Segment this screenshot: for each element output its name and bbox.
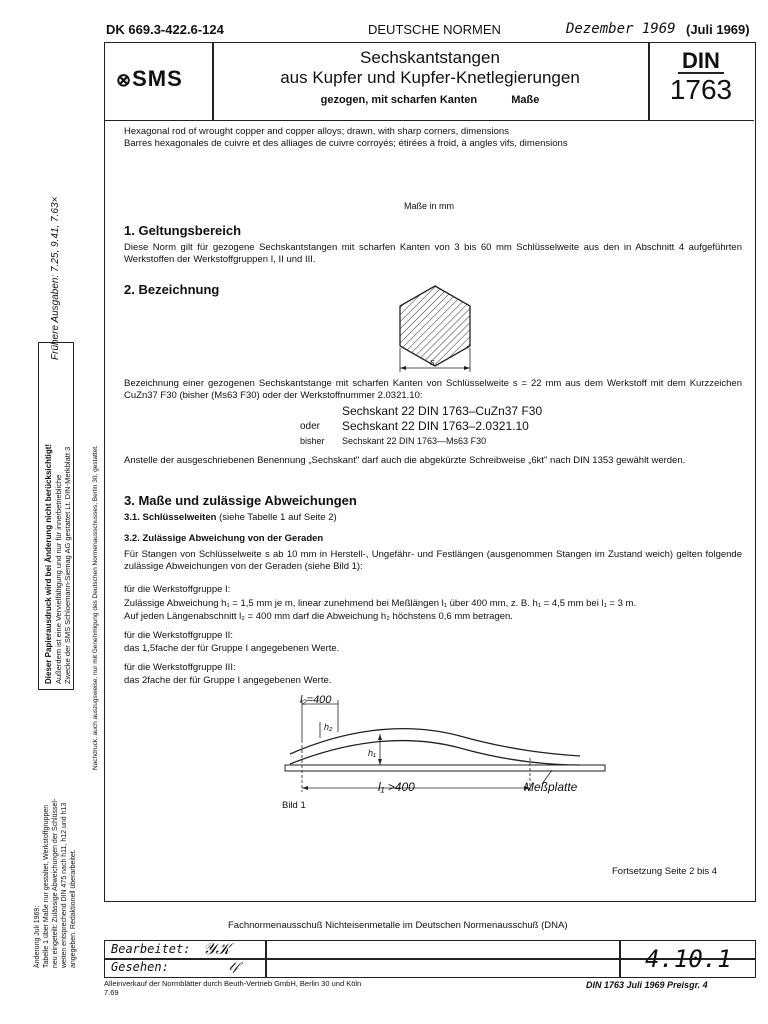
aenderung-3: neu eingeteilt: Zulässige Abweichungen der Schlüssel- xyxy=(52,798,59,968)
section2-text: Bezeichnung einer gezogenen Sechskantstange mit scharfen Kanten von Schlüsselweite s = 22 mm aus dem Werkstoff mit dem Kurzzeichen CuZn37 F30 (bisher (Ms63 F30) oder der Werkstoffnummer 2.0321.10: xyxy=(124,378,742,401)
hexagon-figure xyxy=(390,282,480,376)
subtitle-masse: Maße xyxy=(511,94,540,106)
deutsche-normen: DEUTSCHE NORMEN xyxy=(368,22,501,37)
doc-code: 4.10.1 xyxy=(645,945,732,973)
approval-table xyxy=(104,940,756,978)
s31-num: 3.1. xyxy=(124,512,140,523)
fruehere-ausgaben: Frühere Ausgaben: 7.25, 9.41, 7.63× xyxy=(50,196,61,360)
footer-left: Alleinverkauf der Normblätter durch Beuth-Vertrieb GmbH, Berlin 30 und Köln xyxy=(104,979,362,988)
s32-num: 3.2. xyxy=(124,533,140,544)
section2-text2: Anstelle der ausgeschriebenen Benennung „Sechskant" darf auch die abgekürzte Schreibweise „6kt" nach DIN 1353 gewählt werden. xyxy=(124,455,686,466)
figure-caption: Bild 1 xyxy=(282,800,306,811)
designation-2: Sechskant 22 DIN 1763–2.0321.10 xyxy=(342,419,529,433)
hex-s-label: s xyxy=(430,357,435,367)
continuation: Fortsetzung Seite 2 bis 4 xyxy=(612,866,718,877)
group2-text: das 1,5fache der für Gruppe I angegebenen Werte. xyxy=(124,643,340,654)
committee: Fachnormenausschuß Nichteisenmetalle im Deutschen Normenausschuß (DNA) xyxy=(228,920,568,931)
fig-h1-label: h₁ xyxy=(368,748,376,758)
gesehen-signature: 𝓉𝒻 xyxy=(229,959,239,973)
stamp-line1: Dieser Papierausdruck wird bei Änderung nicht berücksichtigt! xyxy=(44,443,53,684)
din-label: DIN xyxy=(678,50,724,74)
title-french: Barres hexagonales de cuivre et des alliages de cuivre corroyés; étirées à froid, à angles vifs, dimensions xyxy=(124,138,568,149)
title-line1: Sechskantstangen xyxy=(360,48,500,67)
s31-title: Schlüsselweiten xyxy=(142,512,217,523)
section1-heading: 1. Geltungsbereich xyxy=(124,223,242,238)
aenderung-5: angegeben. Redaktionell überarbeitet. xyxy=(70,849,77,968)
group3-label: für die Werkstoffgruppe III: xyxy=(124,662,236,673)
gesehen-label: Gesehen: xyxy=(111,960,169,974)
title-block xyxy=(104,42,754,121)
fig-l1-label: l₁ >400 xyxy=(378,780,415,794)
aenderung-2: Tabelle 1 über Maße nur gestaltet, Werkstoffgruppen xyxy=(43,804,50,968)
section3-heading: 3. Maße und zulässige Abweichungen xyxy=(124,493,357,508)
footer-left2: 7.69 xyxy=(104,988,119,997)
designation-3: Sechskant 22 DIN 1763—Ms63 F30 xyxy=(342,436,487,446)
title-line2: aus Kupfer und Kupfer-Knetlegierungen xyxy=(280,68,580,87)
fig-l2-label: l₂=400 xyxy=(300,694,332,706)
fig-plate-label: Meßplatte xyxy=(524,780,578,794)
designation-1: Sechskant 22 DIN 1763–CuZn37 F30 xyxy=(342,404,543,418)
bearbeitet-signature: 𝒴𝒦 xyxy=(203,939,231,958)
sms-logo: ⊗SMS xyxy=(116,66,183,91)
group2-label: für die Werkstoffgruppe II: xyxy=(124,630,233,641)
nachdruck-note: Nachdruck, auch auszugsweise, nur mit Genehmigung des Deutschen Normenausschusses, Berlin 30, gestattet. xyxy=(92,445,99,770)
stamp-line2: Außerdem ist eine Vervielfältigung und nur für innerbetriebliche xyxy=(54,474,63,684)
section2-heading: 2. Bezeichnung xyxy=(124,282,220,297)
fig-h2-label: h₂ xyxy=(324,722,333,732)
aenderung-1: Änderung Juli 1969: xyxy=(34,905,41,968)
footer-right: DIN 1763 Juli 1969 Preisgr. 4 xyxy=(586,980,708,990)
din-number: 1763 xyxy=(669,74,733,105)
bearbeitet-label: Bearbeitet: xyxy=(111,942,191,956)
s32-title: Zulässige Abweichung von der Geraden xyxy=(142,533,324,544)
date-paren: (Juli 1969) xyxy=(686,22,750,37)
group3-text: das 2fache der für Gruppe I angegebenen Werte. xyxy=(124,675,332,686)
group1-line2: Auf jeden Längenabschnitt l₂ = 400 mm darf die Abweichung h₂ höchstens 0,6 mm betragen. xyxy=(124,611,513,622)
s32-p1: Für Stangen von Schlüsselweite s ab 10 mm in Herstell-, Ungefähr- und Festlängen (ausgenommen Stangen im Zustand weich) gelten folgende zulässige Abweichungen von der Geraden (siehe Bild 1): xyxy=(124,549,742,572)
group1-label: für die Werkstoffgruppe I: xyxy=(124,584,231,595)
units-note: Maße in mm xyxy=(404,201,455,211)
section1-text: Diese Norm gilt für gezogene Sechskantstangen mit scharfen Kanten von 3 bis 60 mm Schlüsselweite aus den in Abschnitt 4 aufgeführten Werkstoffen der Werkstoffgruppen I, II und III. xyxy=(124,242,742,265)
s31-note: (siehe Tabelle 1 auf Seite 2) xyxy=(219,512,337,523)
aenderung-4: weiten entsprechend DIN 475 nach h11, h12 und h13 xyxy=(61,802,68,968)
date: Dezember 1969 xyxy=(566,21,676,37)
subtitle: gezogen, mit scharfen Kanten xyxy=(320,94,478,106)
dk-number: DK 669.3-422.6-124 xyxy=(106,22,224,37)
bisher-label: bisher xyxy=(300,436,325,446)
stamp-line3: Zwecke der SMS Schloemann-Siemag AG gestattet Lt. DIN-Merkblatt 3 xyxy=(63,446,72,684)
group1-line1: Zulässige Abweichung h₁ = 1,5 mm je m, linear zunehmend bei Meßlängen l₁ über 400 mm, z. B. h₁ = 4,5 mm bei l₁ = 3 m. xyxy=(124,598,637,609)
oder-label: oder xyxy=(300,421,321,432)
title-english: Hexagonal rod of wrought copper and copper alloys; drawn, with sharp corners, dimensions xyxy=(124,126,509,137)
